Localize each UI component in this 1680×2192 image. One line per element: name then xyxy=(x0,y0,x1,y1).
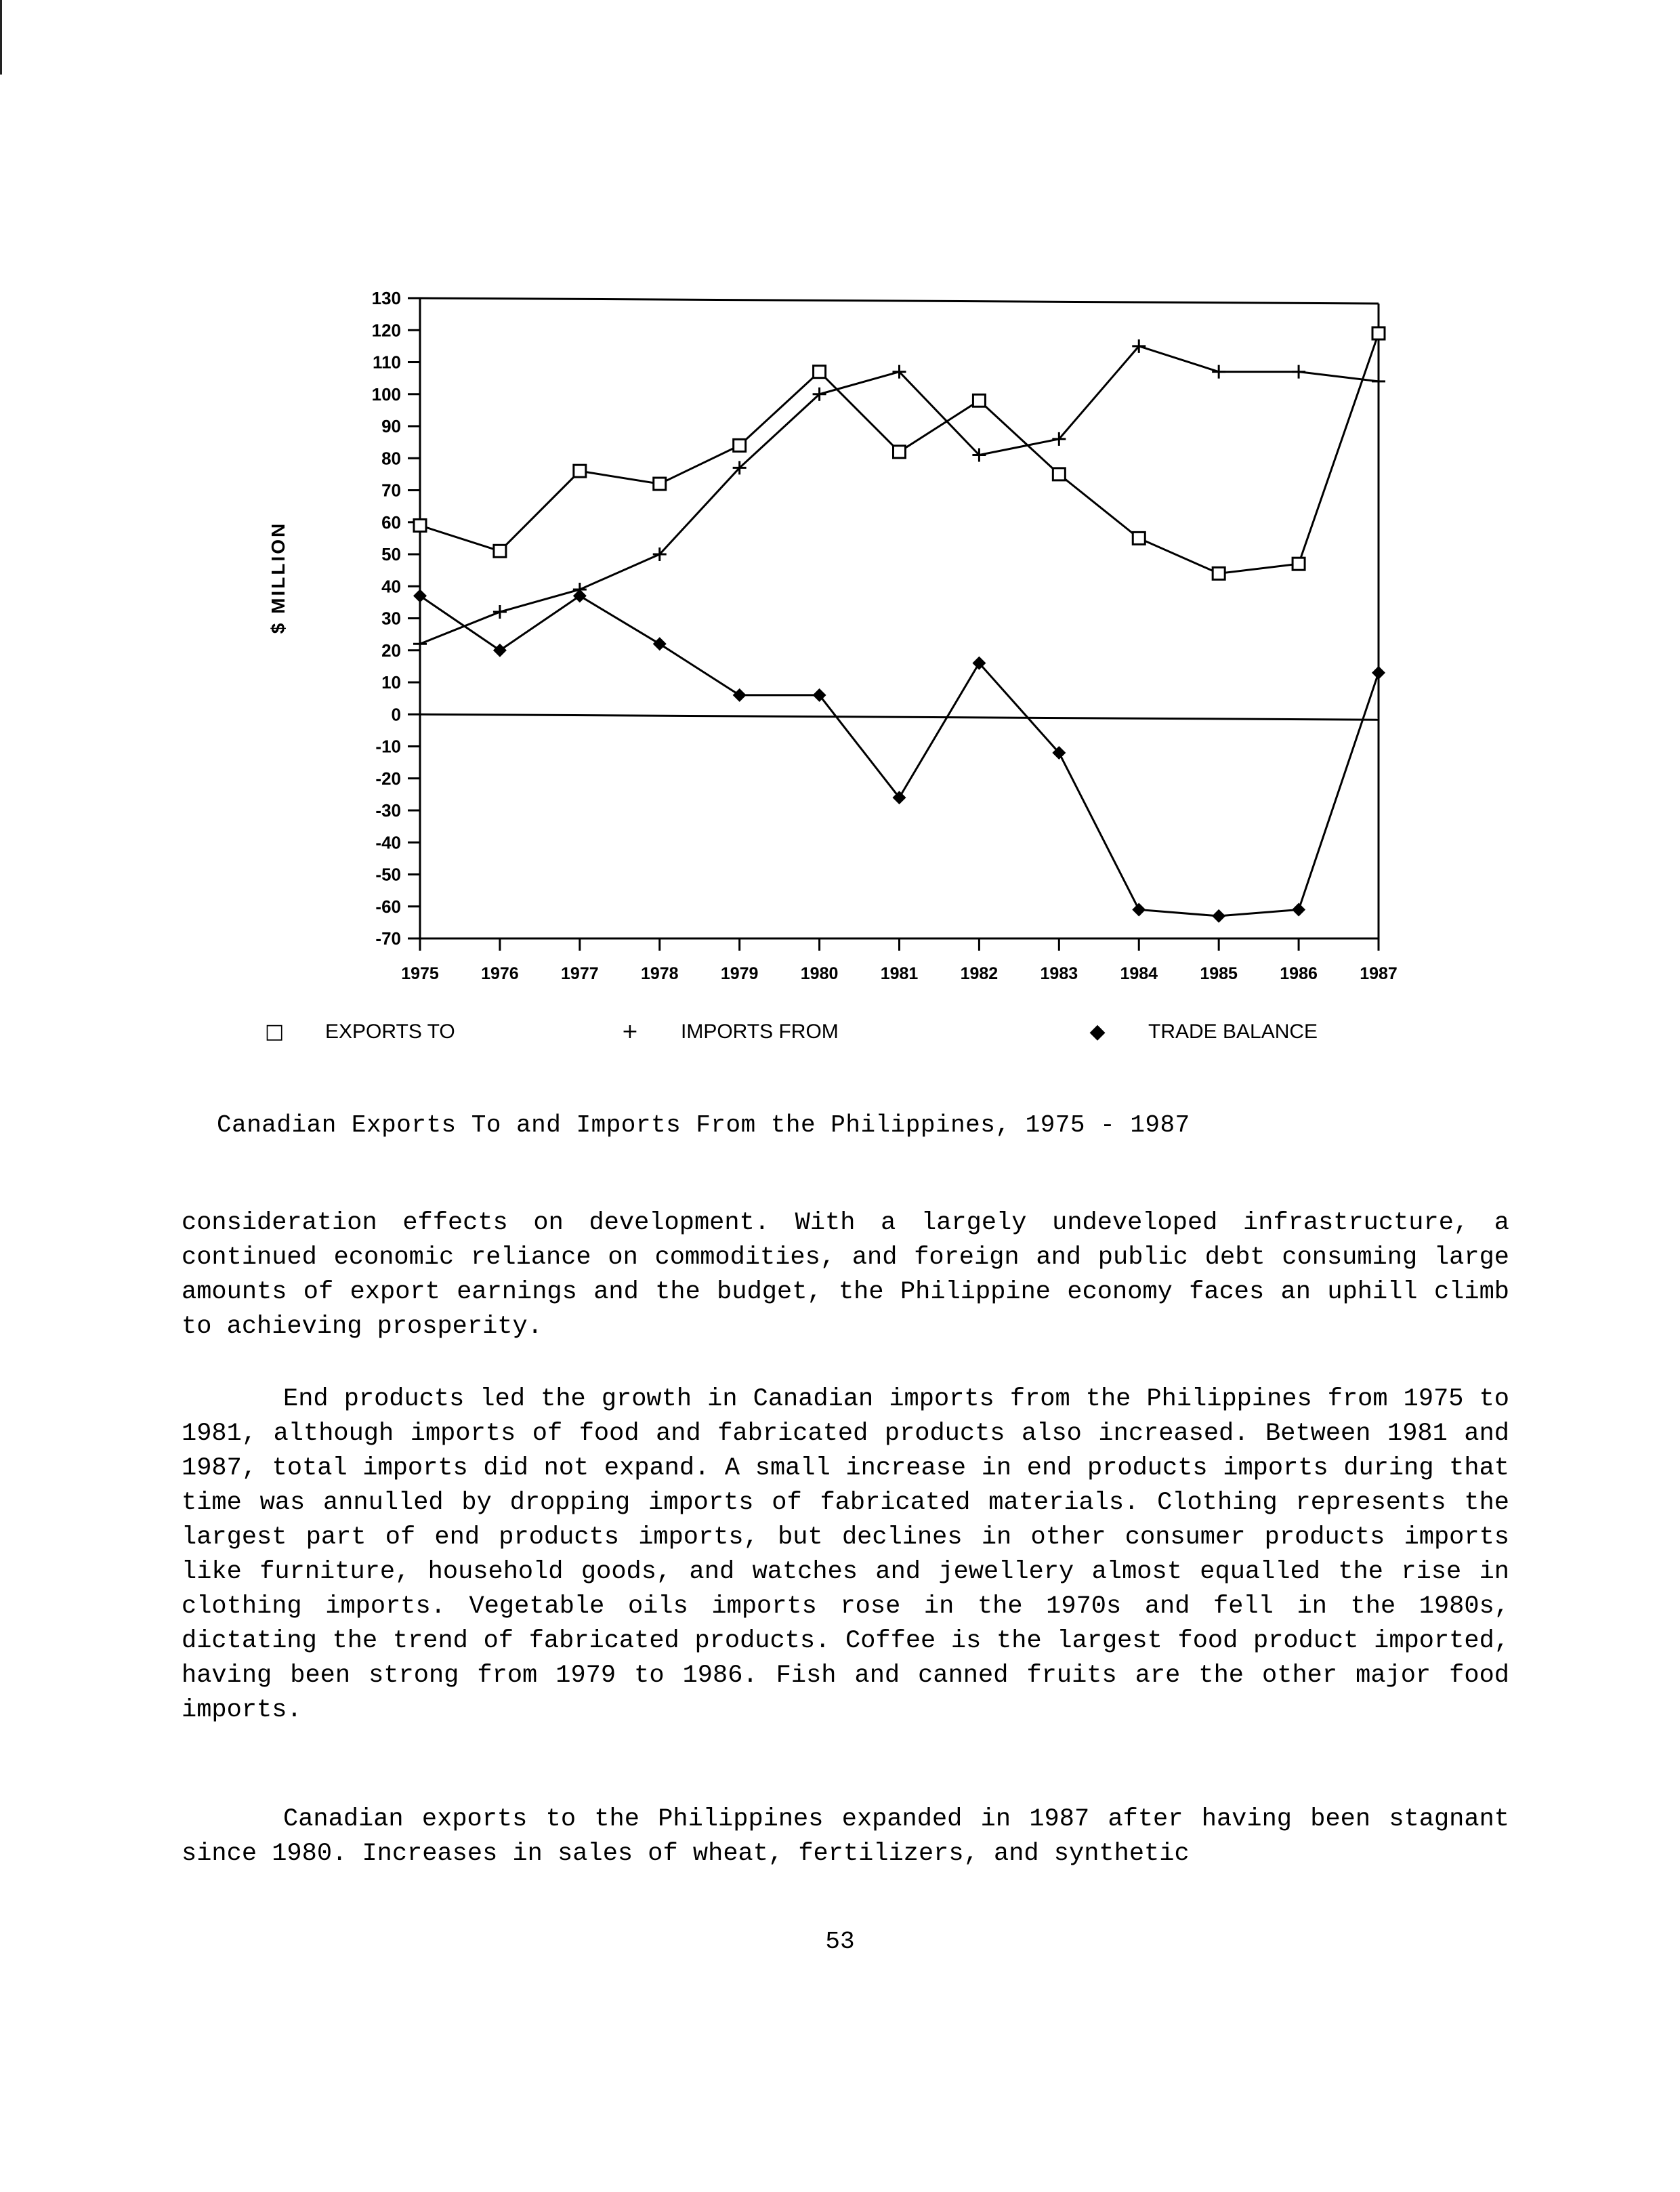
y-tick-label: 80 xyxy=(381,448,401,469)
chart-legend xyxy=(264,1020,1362,1054)
legend-item-balance xyxy=(1087,1020,1318,1043)
diamond-marker-icon: ◆ xyxy=(1089,1020,1106,1043)
chart-canvas xyxy=(244,271,1436,1016)
y-tick-label: -60 xyxy=(375,896,401,917)
y-tick-label: -40 xyxy=(375,832,401,853)
balance-point xyxy=(653,637,667,650)
y-axis-label: $ MILLION xyxy=(268,521,289,634)
y-tick-label: 60 xyxy=(381,512,401,533)
export-point xyxy=(814,366,826,378)
export-point xyxy=(414,519,426,531)
y-tick-label: 130 xyxy=(371,288,401,308)
legend-label-balance: TRADE BALANCE xyxy=(1148,1020,1318,1043)
square-marker-icon: □ xyxy=(264,1020,285,1043)
paragraph-2: End products led the growth in Canadian imports from the Philippines from 1975 to 1981, although imports of food and fabricated products also increased. Between 1981 and 1987, total imports did not expand. A small increase in end products imports during that time was annulled by dropping imports of fabricated materials. Clothing represents the largest part of end products imports, but declines in other consumer products imports like furniture, household goods, and watches and jewellery almost equalled the rise in clothing imports. Vegetable oils imports rose in the 1970s and fell in the 1980s, dictating the trend of fabricated products. Coffee is the largest food product imported, having been strong from 1979 to 1986. Fish and canned fruits are the other major food imports. xyxy=(182,1385,1509,1724)
y-tick-label: -10 xyxy=(375,736,401,757)
balance-point xyxy=(1292,903,1305,916)
export-point xyxy=(574,465,586,477)
y-tick-label: -50 xyxy=(375,864,401,885)
series-line-2 xyxy=(420,596,1379,916)
y-tick-label: 10 xyxy=(381,672,401,692)
paragraph-1: consideration effects on development. With a largely undeveloped infrastructure, a continued economic reliance on commodities, and foreign and public debt consuming large amounts of export earnings and the budget, the Philippine economy faces an uphill climb to achieving prosperity. xyxy=(182,1209,1509,1341)
y-tick-label: 40 xyxy=(381,576,401,597)
y-tick-label: 50 xyxy=(381,544,401,564)
balance-point xyxy=(1132,903,1146,916)
series-line-1 xyxy=(420,346,1379,644)
zero-line xyxy=(420,714,1379,720)
x-tick-label: 1984 xyxy=(1120,964,1158,983)
y-tick-label: 0 xyxy=(391,704,401,725)
y-tick-label: -20 xyxy=(375,768,401,789)
paragraph-3: Canadian exports to the Philippines expanded in 1987 after having been stagnant since 1980. Increases in sales of wheat, fertilizers, and synthetic xyxy=(182,1805,1509,1868)
x-tick-label: 1981 xyxy=(880,964,919,983)
import-point xyxy=(413,637,427,650)
balance-point xyxy=(1372,666,1385,680)
balance-point xyxy=(493,644,507,657)
y-tick-label: 120 xyxy=(371,320,401,341)
x-tick-label: 1982 xyxy=(960,964,999,983)
export-point xyxy=(973,394,985,407)
y-tick-label: 70 xyxy=(381,480,401,501)
legend-label-exports: EXPORTS TO xyxy=(325,1020,455,1043)
y-tick-label: 90 xyxy=(381,416,401,436)
plot-top-border xyxy=(420,298,1379,304)
export-point xyxy=(1053,468,1065,480)
y-tick-label: 30 xyxy=(381,608,401,629)
export-point xyxy=(1213,567,1225,579)
export-point xyxy=(654,478,666,490)
export-point xyxy=(494,545,506,557)
x-tick-label: 1985 xyxy=(1200,964,1238,983)
figure-caption: Canadian Exports To and Imports From the Philippines, 1975 - 1987 xyxy=(217,1111,1190,1139)
export-point xyxy=(1372,327,1385,339)
x-tick-label: 1983 xyxy=(1040,964,1078,983)
y-tick-label: 110 xyxy=(373,352,401,373)
x-tick-label: 1987 xyxy=(1360,964,1398,983)
legend-label-imports: IMPORTS FROM xyxy=(681,1020,839,1043)
legend-item-imports xyxy=(620,1020,839,1043)
y-tick-label: 20 xyxy=(381,640,401,661)
page-number: 53 xyxy=(825,1928,855,1956)
legend-item-exports xyxy=(264,1020,455,1043)
page-edge-mark xyxy=(0,0,2,75)
import-point xyxy=(1292,365,1305,379)
import-point xyxy=(493,605,507,619)
export-point xyxy=(894,446,906,458)
plus-marker-icon: + xyxy=(621,1020,639,1043)
import-point xyxy=(1212,365,1225,379)
trade-chart xyxy=(244,271,1436,1098)
export-point xyxy=(1293,558,1305,570)
x-tick-label: 1986 xyxy=(1280,964,1318,983)
export-point xyxy=(734,439,746,451)
y-tick-label: 100 xyxy=(371,384,401,405)
balance-point xyxy=(1212,909,1225,923)
y-tick-label: -30 xyxy=(375,800,401,821)
x-tick-label: 1978 xyxy=(640,964,679,983)
x-tick-label: 1977 xyxy=(561,964,599,983)
x-tick-label: 1979 xyxy=(720,964,759,983)
y-tick-label: -70 xyxy=(375,928,401,949)
x-tick-label: 1976 xyxy=(481,964,519,983)
balance-point xyxy=(413,589,427,602)
import-point xyxy=(1372,375,1385,388)
x-tick-label: 1975 xyxy=(401,964,439,983)
x-tick-label: 1980 xyxy=(800,964,839,983)
balance-point xyxy=(733,688,747,702)
export-point xyxy=(1133,532,1145,544)
